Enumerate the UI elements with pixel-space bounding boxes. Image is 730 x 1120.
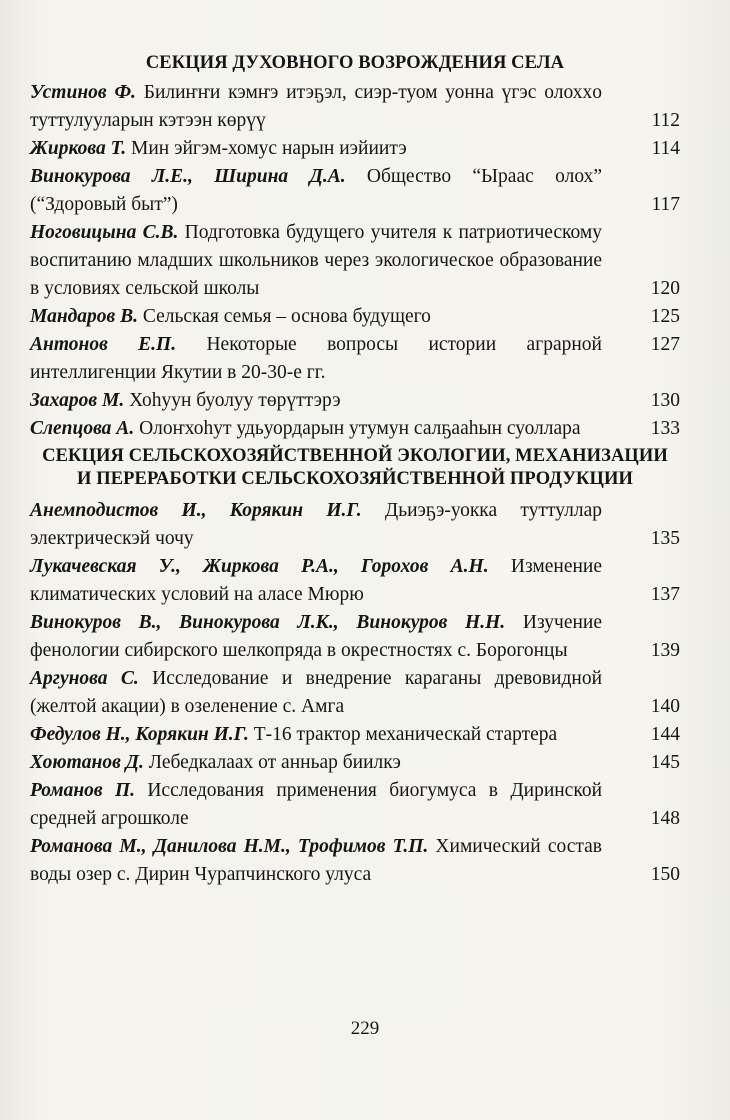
toc-entry bbox=[30, 777, 680, 833]
entry-title: Исследования применения биогумуса в Диринской средней агрошколе bbox=[30, 780, 603, 829]
entry-title: Т-16 трактор механическай стартера bbox=[253, 724, 558, 745]
entry-page: 137 bbox=[650, 584, 680, 605]
entry-author: Лукачевская У., Жиркова Р.А., Горохов А.Н. bbox=[30, 556, 489, 577]
toc-entry bbox=[30, 79, 680, 135]
toc-entry bbox=[30, 749, 680, 777]
toc-entry bbox=[30, 497, 680, 553]
toc-entry bbox=[30, 303, 680, 331]
entry-page: 125 bbox=[650, 306, 680, 327]
entry-title: Хоһуун буолуу төрүттэрэ bbox=[129, 390, 341, 411]
entry-author: Ноговицына С.В. bbox=[30, 222, 179, 243]
entry-page: 130 bbox=[650, 390, 680, 411]
entry-author: Анемподистов И., Корякин И.Г. bbox=[30, 500, 362, 521]
toc-entry bbox=[30, 219, 680, 303]
section-heading-line: СЕКЦИЯ СЕЛЬСКОХОЗЯЙСТВЕННОЙ ЭКОЛОГИИ, МЕХАНИЗАЦИИ bbox=[42, 446, 668, 466]
toc-entry bbox=[30, 135, 680, 163]
entry-title: Подготовка будущего учителя к патриотическому воспитанию младших школьников через экологическое образование в условиях сельской школы bbox=[30, 222, 603, 299]
entry-author: Антонов Е.П. bbox=[30, 334, 177, 355]
entry-author: Слепцова А. bbox=[30, 418, 135, 439]
entry-page: 135 bbox=[650, 528, 680, 549]
entry-author: Винокуров В., Винокурова Л.К., Винокуров Н.Н. bbox=[30, 612, 506, 633]
entry-page: 133 bbox=[650, 418, 680, 439]
entry-page: 120 bbox=[650, 278, 680, 299]
entry-title: Олоҥхоһут удьуордарын утумун салҕааһын суоллара bbox=[139, 418, 581, 439]
entry-title: Лебедкалаах от анньар биилкэ bbox=[148, 752, 401, 773]
entry-title: Химический состав воды озер с. Дирин Чурапчинского улуса bbox=[30, 836, 602, 885]
entry-author: Жиркова Т. bbox=[30, 138, 127, 159]
toc-entry bbox=[30, 415, 680, 443]
entry-title: Дьиэҕэ-уокка туттуллар электрическэй чочу bbox=[30, 500, 602, 549]
toc-entry bbox=[30, 387, 680, 415]
entry-page: 144 bbox=[650, 724, 680, 745]
entry-author: Устинов Ф. bbox=[30, 82, 136, 103]
entry-title: Изучение фенологии сибирского шелкопряда в окрестностях с. Борогонцы bbox=[30, 612, 603, 661]
toc-entry bbox=[30, 721, 680, 749]
entry-author: Романов П. bbox=[30, 780, 135, 801]
entry-page: 114 bbox=[651, 138, 680, 159]
toc-entry bbox=[30, 833, 680, 889]
toc-entry bbox=[30, 609, 680, 665]
entry-page: 127 bbox=[650, 334, 680, 355]
entry-author: Винокурова Л.Е., Ширина Д.А. bbox=[30, 166, 346, 187]
table-of-contents bbox=[30, 52, 680, 889]
entry-author: Мандаров В. bbox=[30, 306, 139, 327]
page-number: 229 bbox=[350, 1018, 380, 1039]
toc-entry bbox=[30, 665, 680, 721]
entry-page: 148 bbox=[650, 808, 680, 829]
section-heading: СЕКЦИЯ ДУХОВНОГО ВОЗРОЖДЕНИЯ СЕЛА bbox=[145, 53, 565, 73]
entry-title: Мин эйгэм-хомус нарын иэйиитэ bbox=[131, 138, 407, 159]
entry-page: 112 bbox=[651, 110, 680, 131]
entry-title: Некоторые вопросы истории аграрной интеллигенции Якутии в 20-30-е гг. bbox=[30, 334, 602, 383]
entry-title: Билиҥҥи кэмҥэ итэҕэл, сиэр-туом уонна үгэс олохxо туттулууларын кэтээн көрүү bbox=[30, 82, 603, 131]
toc-entry bbox=[30, 331, 680, 387]
toc-entry bbox=[30, 553, 680, 609]
entry-page: 139 bbox=[650, 640, 680, 661]
section-heading bbox=[30, 445, 680, 491]
entry-title: Изменение климатических условий на аласе Мюрю bbox=[30, 556, 603, 605]
section-heading-line: И ПЕРЕРАБОТКИ СЕЛЬСКОХОЗЯЙСТВЕННОЙ ПРОДУКЦИИ bbox=[77, 469, 633, 489]
entry-title: Сельская семья – основа будущего bbox=[142, 306, 431, 327]
entry-author: Романова М., Данилова Н.М., Трофимов Т.П. bbox=[30, 836, 429, 857]
entry-page: 150 bbox=[650, 864, 680, 885]
entry-author: Хоютанов Д. bbox=[30, 752, 144, 773]
entry-title: Общество “Ыраас олох” (“Здоровый быт”) bbox=[30, 166, 602, 215]
entry-author: Федулов Н., Корякин И.Г. bbox=[30, 724, 249, 745]
entry-author: Аргунова С. bbox=[30, 668, 139, 689]
entry-page: 117 bbox=[651, 194, 680, 215]
entry-page: 140 bbox=[650, 696, 680, 717]
entry-title: Исследование и внедрение караганы древовидной (желтой акации) в озеленение с. Амга bbox=[30, 668, 603, 717]
entry-page: 145 bbox=[650, 752, 680, 773]
toc-entry bbox=[30, 163, 680, 219]
entry-author: Захаров М. bbox=[30, 390, 125, 411]
